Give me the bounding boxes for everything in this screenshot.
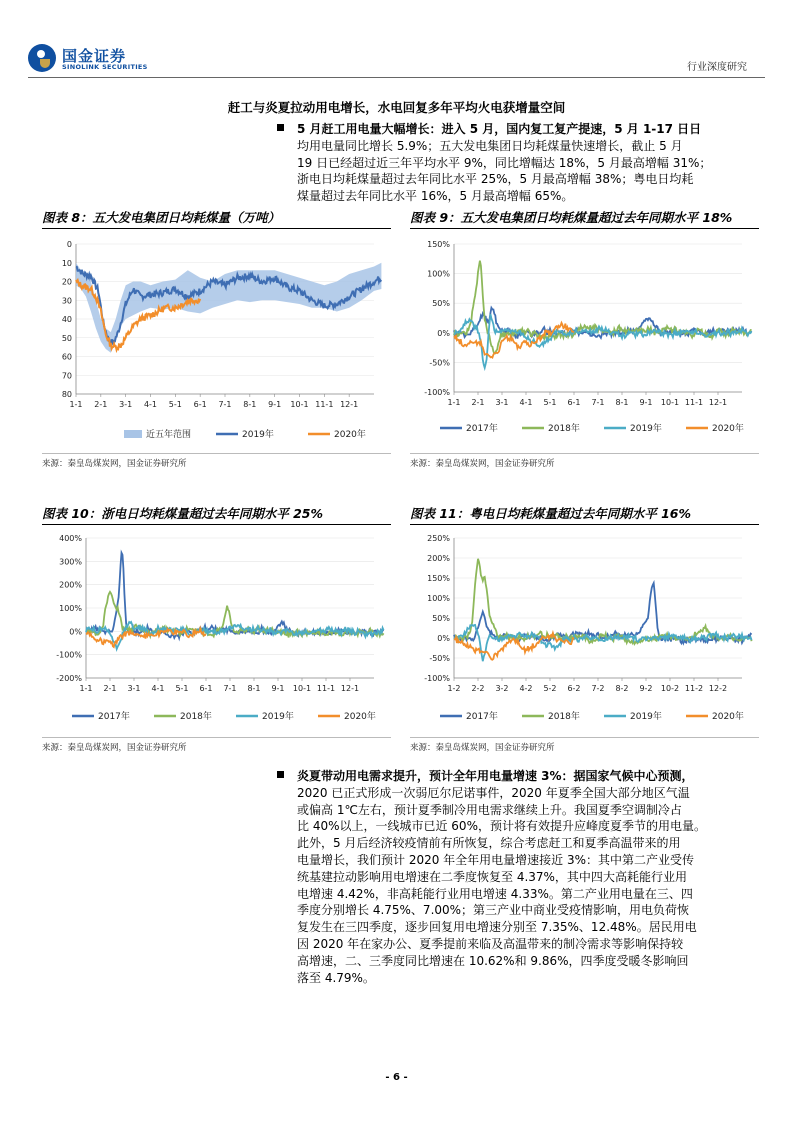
legend-label: 2020年 (712, 712, 744, 722)
x-tick-label: 11-1 (316, 684, 336, 693)
x-tick-label: 12-1 (708, 398, 728, 407)
logo-text-en: SINOLINK SECURITIES (62, 63, 148, 71)
para1-line: 5 月赶工用电量大幅增长：进入 5 月，国内复工复产提速，5 月 1-17 日日 (297, 122, 702, 136)
x-tick-label: 6-1 (193, 400, 207, 409)
y-tick-label: 300% (59, 557, 82, 567)
figure-10-rule (42, 524, 391, 525)
logo-text-cn: 国金证券 (62, 47, 127, 65)
figure-11-title: 图表 11：粤电日均耗煤量超过去年同期水平 16% (410, 506, 692, 521)
x-tick-label: 9-1 (268, 400, 282, 409)
para2-line: 统基建拉动影响用电增速在二季度恢复至 4.37%，其中四大高耗能行业用 (297, 869, 687, 884)
page-number: - 6 - (385, 1072, 408, 1083)
x-tick-label: 5-1 (175, 684, 189, 693)
x-tick-label: 2-1 (471, 398, 485, 407)
series-2020-line (454, 323, 574, 358)
y-tick-label: 100% (427, 594, 450, 603)
series-2018-line (454, 559, 752, 644)
header-divider (28, 77, 765, 78)
x-tick-label: 3-1 (127, 684, 141, 693)
x-tick-label: 7-1 (591, 398, 605, 407)
x-tick-label: 10-1 (292, 684, 312, 693)
y-tick-label: 150% (427, 240, 450, 249)
figure-11-source: 来源：秦皇岛煤炭网，国金证券研究所 (410, 743, 555, 753)
bullet-square-icon (277, 124, 284, 131)
x-tick-label: 8-1 (247, 684, 261, 693)
sinolink-logo-icon (28, 44, 56, 72)
y-tick-label: 100% (59, 604, 82, 613)
x-tick-label: 2-2 (471, 684, 485, 693)
figure-10-source: 来源：秦皇岛煤炭网，国金证券研究所 (42, 743, 187, 753)
x-tick-label: 8-1 (243, 400, 257, 409)
figure-10-chart (42, 528, 391, 734)
y-tick-label: 0% (437, 328, 450, 338)
x-tick-label: 9-1 (271, 684, 285, 693)
para2-line: 或偏高 1℃左右，预计夏季制冷用电需求继续上升。我国夏季空调制冷占 (297, 802, 682, 817)
x-tick-label: 3-1 (495, 398, 509, 407)
x-tick-label: 10-1 (660, 398, 680, 407)
legend-label: 2019年 (242, 430, 274, 440)
x-tick-label: 6-1 (567, 398, 581, 407)
paragraph-2 (297, 768, 750, 986)
x-tick-label: 7-1 (223, 684, 237, 693)
y-tick-label: 150% (427, 574, 450, 583)
y-tick-label: 10 (61, 258, 72, 268)
para2-line: 电增速 4.42%，非高耗能行业用电增速 4.33%。第二产业用电量在三、四 (297, 886, 693, 901)
figure-9-rule (410, 228, 759, 229)
y-tick-label: -100% (56, 650, 82, 660)
y-tick-label: 0 (66, 240, 72, 249)
y-tick-label: 20 (61, 277, 72, 287)
figure-8-source-rule (42, 453, 391, 454)
x-tick-label: 8-2 (615, 684, 629, 693)
section-title: 赶工与炎夏拉动用电增长，水电回复多年平均火电获增量空间 (227, 100, 566, 115)
figure-8-chart (42, 232, 391, 450)
para2-line: 此外，5 月后经济较疫情前有所恢复，综合考虑赶工和夏季高温带来的用 (297, 836, 681, 851)
x-tick-label: 8-1 (615, 398, 629, 407)
figure-8-source: 来源：秦皇岛煤炭网，国金证券研究所 (42, 459, 187, 469)
legend-label: 2018年 (548, 712, 580, 722)
legend-label: 2020年 (334, 430, 366, 440)
x-tick-label: 11-1 (315, 400, 334, 409)
figure-9-source: 来源：秦皇岛煤炭网，国金证券研究所 (410, 459, 555, 469)
x-tick-label: 7-1 (218, 400, 232, 409)
para2-line: 电量增长，我们预计 2020 年全年用电量增速接近 3%：其中第二产业受传 (297, 852, 695, 867)
figure-10-source-rule (42, 737, 391, 738)
x-tick-label: 1-1 (447, 398, 461, 407)
paragraph-1 (297, 121, 750, 205)
x-tick-label: 4-1 (151, 684, 165, 693)
x-tick-label: 6-2 (567, 684, 581, 693)
figure-10-title: 图表 10：浙电日均耗煤量超过去年同期水平 25% (42, 506, 324, 521)
legend-label: 近五年范围 (146, 430, 192, 440)
legend-label: 2019年 (630, 424, 662, 434)
y-tick-label: 50% (432, 614, 450, 623)
legend-label: 2019年 (262, 712, 294, 722)
figure-11-rule (410, 524, 759, 525)
para2-line: 落至 4.79%。 (297, 970, 375, 985)
para1-line: 均用电量同比增长 5.9%；五大发电集团日均耗煤量快速增长，截止 5 月 (297, 138, 683, 153)
x-tick-label: 2-1 (94, 400, 108, 409)
x-tick-label: 1-2 (447, 684, 461, 693)
para2-line: 因 2020 年在家办公、夏季提前来临及高温带来的制冷需求等影响保持较 (297, 936, 684, 951)
y-tick-label: 0% (69, 627, 82, 637)
y-tick-label: 50% (432, 299, 450, 309)
x-tick-label: 6-1 (199, 684, 213, 693)
para2-line: 2020 已正式形成一次弱厄尔尼诺事件，2020 年夏季全国大部分地区气温 (297, 785, 690, 800)
y-tick-label: -50% (429, 654, 450, 663)
figure-11-chart (410, 528, 759, 734)
figure-9-title: 图表 9：五大发电集团日均耗煤量超过去年同期水平 18% (410, 210, 733, 225)
legend-label: 2020年 (344, 712, 376, 722)
y-tick-label: 250% (427, 534, 450, 543)
x-tick-label: 4-1 (519, 398, 533, 407)
figure-9-chart (410, 232, 759, 450)
series-2018-line (454, 261, 752, 354)
x-tick-label: 11-2 (684, 684, 704, 693)
legend-label: 2017年 (466, 424, 498, 434)
header-category: 行业深度研究 (687, 62, 747, 73)
x-tick-label: 5-1 (543, 398, 557, 407)
figure-11-source-rule (410, 737, 759, 738)
y-tick-label: -100% (424, 388, 450, 397)
x-tick-label: 3-1 (119, 400, 133, 409)
y-tick-label: 100% (427, 269, 450, 279)
y-tick-label: 50 (61, 333, 72, 343)
x-tick-label: 1-1 (79, 684, 93, 693)
x-tick-label: 4-1 (143, 400, 158, 409)
x-tick-label: 4-2 (519, 684, 533, 693)
para2-line: 季度分别增长 4.75%、7.00%；第三产业中商业受疫情影响，用电负荷恢 (297, 903, 690, 918)
y-tick-label: 60 (61, 352, 72, 362)
y-tick-label: 200% (59, 580, 82, 590)
y-tick-label: 30 (61, 296, 72, 306)
x-tick-label: 12-1 (340, 684, 360, 693)
y-tick-label: -50% (429, 358, 450, 368)
x-tick-label: 1-1 (69, 400, 83, 409)
y-tick-label: -100% (424, 674, 450, 683)
x-tick-label: 11-1 (684, 398, 704, 407)
x-tick-label: 9-1 (639, 398, 653, 407)
y-tick-label: 40 (61, 315, 72, 324)
legend-label: 2019年 (630, 712, 662, 722)
legend-label: 2017年 (98, 712, 130, 722)
y-tick-label: 70 (61, 371, 72, 381)
bullet-square-icon (277, 771, 284, 778)
para2-line: 炎夏带动用电需求提升，预计全年用电量增速 3%：据国家气候中心预测， (297, 769, 694, 783)
x-tick-label: 7-2 (591, 684, 605, 693)
x-tick-label: 3-2 (495, 684, 509, 693)
legend-label: 2018年 (180, 712, 212, 722)
para2-line: 复发生在三四季度，逐步回复用电增速分别至 7.35%、12.48%。居民用电 (297, 920, 697, 935)
figure-8-rule (42, 228, 391, 229)
y-tick-label: 0% (437, 634, 450, 643)
x-tick-label: 12-1 (340, 400, 359, 409)
legend-label: 2018年 (548, 424, 580, 434)
x-tick-label: 5-2 (543, 684, 557, 693)
para1-line: 煤量超过去年同比水平 16%，5 月最高增幅 65%。 (297, 189, 574, 204)
x-tick-label: 2-1 (103, 684, 117, 693)
x-tick-label: 12-2 (708, 684, 728, 693)
x-tick-label: 9-2 (639, 684, 653, 693)
para2-line: 高增速，二、三季度同比增速在 10.62%和 9.86%，四季度受暖冬影响回 (297, 953, 689, 968)
x-tick-label: 5-1 (168, 400, 182, 409)
figure-9-source-rule (410, 453, 759, 454)
para2-line: 比 40%以上，一线城市已近 60%，预计将有效提升应峰度夏季节的用电量。 (297, 819, 706, 834)
y-tick-label: 80 (61, 390, 72, 399)
x-tick-label: 10-1 (290, 400, 309, 409)
figure-8-title: 图表 8：五大发电集团日均耗煤量（万吨） (42, 210, 281, 225)
para1-line: 19 日已经超过近三年平均水平 9%，同比增幅达 18%，5 月最高增幅 31%； (297, 155, 712, 170)
legend-label: 2020年 (712, 424, 744, 434)
legend-swatch (124, 430, 142, 438)
legend-label: 2017年 (466, 712, 498, 722)
para1-line: 浙电日均耗煤量超过去年同比水平 25%，5 月最高增幅 38%；粤电日均耗 (297, 172, 694, 187)
x-tick-label: 10-2 (660, 684, 680, 693)
y-tick-label: 200% (427, 554, 450, 563)
y-tick-label: 400% (59, 534, 82, 543)
y-tick-label: -200% (56, 674, 82, 683)
